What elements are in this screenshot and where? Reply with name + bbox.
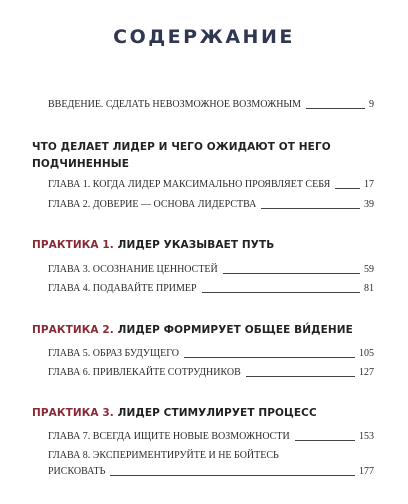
toc-entry-label: ГЛАВА 2. ДОВЕРИЕ — ОСНОВА ЛИДЕРСТВА	[48, 199, 257, 210]
toc-entry-chapter-3[interactable]	[48, 262, 374, 278]
toc-entry-chapter-2[interactable]	[48, 197, 374, 213]
toc-entry-intro[interactable]	[48, 97, 374, 113]
toc-page-number: 105	[359, 348, 374, 359]
toc-entry-chapter-5[interactable]	[48, 346, 374, 362]
leader-line	[184, 357, 355, 358]
leader-line	[335, 188, 360, 189]
section-heading-practice-3	[32, 405, 377, 422]
practice-number: ПРАКТИКА 1.	[32, 239, 114, 251]
toc-entry-chapter-8[interactable]	[48, 448, 374, 480]
section-heading-leader-role	[32, 139, 377, 173]
section-heading-practice-1	[32, 237, 377, 254]
practice-title: ЛИДЕР СТИМУЛИРУЕТ ПРОЦЕСС	[113, 407, 317, 419]
toc-page-number: 17	[364, 179, 374, 190]
toc-entry-chapter-4[interactable]	[48, 281, 374, 297]
toc-page-number: 9	[369, 99, 374, 110]
toc-entry-chapter-1[interactable]	[48, 177, 374, 193]
leader-line	[223, 273, 360, 274]
toc-page-number: 39	[364, 199, 374, 210]
toc-entry-label: ГЛАВА 3. ОСОЗНАНИЕ ЦЕННОСТЕЙ	[48, 264, 218, 275]
leader-line	[110, 475, 355, 476]
toc-entry-label: ГЛАВА 4. ПОДАВАЙТЕ ПРИМЕР	[48, 283, 197, 294]
toc-page-number: 153	[359, 431, 374, 442]
practice-number: ПРАКТИКА 3.	[32, 407, 114, 419]
toc-entry-chapter-7[interactable]	[48, 429, 374, 445]
toc-page-number: 81	[364, 283, 374, 294]
section-heading-line: ЧТО ДЕЛАЕТ ЛИДЕР И ЧЕГО ОЖИДАЮТ ОТ НЕГО	[32, 141, 331, 153]
leader-line	[261, 208, 360, 209]
leader-line	[202, 292, 360, 293]
leader-line	[246, 376, 355, 377]
toc-entry-label: ГЛАВА 5. ОБРАЗ БУДУЩЕГО	[48, 348, 179, 359]
practice-number: ПРАКТИКА 2.	[32, 324, 114, 336]
toc-entry-label: ГЛАВА 1. КОГДА ЛИДЕР МАКСИМАЛЬНО ПРОЯВЛЯЕТ СЕБЯ	[48, 179, 331, 190]
leader-line	[295, 440, 355, 441]
toc-page-number: 127	[359, 367, 374, 378]
toc-entry-label: РИСКОВАТЬ	[48, 466, 106, 477]
toc-entry-label: ВВЕДЕНИЕ. СДЕЛАТЬ НЕВОЗМОЖНОЕ ВОЗМОЖНЫМ	[48, 99, 302, 110]
toc-entry-label: ГЛАВА 6. ПРИВЛЕКАЙТЕ СОТРУДНИКОВ	[48, 367, 241, 378]
toc-entry-chapter-6[interactable]	[48, 365, 374, 381]
toc-page-number: 59	[364, 264, 374, 275]
page-title: СОДЕРЖАНИЕ	[113, 26, 295, 48]
section-heading-line: ПОДЧИНЕННЫЕ	[32, 158, 130, 170]
section-heading-practice-2	[32, 322, 377, 339]
practice-title: ЛИДЕР УКАЗЫВАЕТ ПУТЬ	[113, 239, 275, 251]
toc-page-number: 177	[359, 466, 374, 477]
practice-title: ЛИДЕР ФОРМИРУЕТ ОБЩЕЕ ВИ́ДЕНИЕ	[113, 324, 353, 336]
toc-entry-label: ГЛАВА 7. ВСЕГДА ИЩИТЕ НОВЫЕ ВОЗМОЖНОСТИ	[48, 431, 290, 442]
toc-entry-label: ГЛАВА 8. ЭКСПЕРИМЕНТИРУЙТЕ И НЕ БОЙТЕСЬ	[48, 450, 279, 461]
leader-line	[306, 108, 365, 109]
